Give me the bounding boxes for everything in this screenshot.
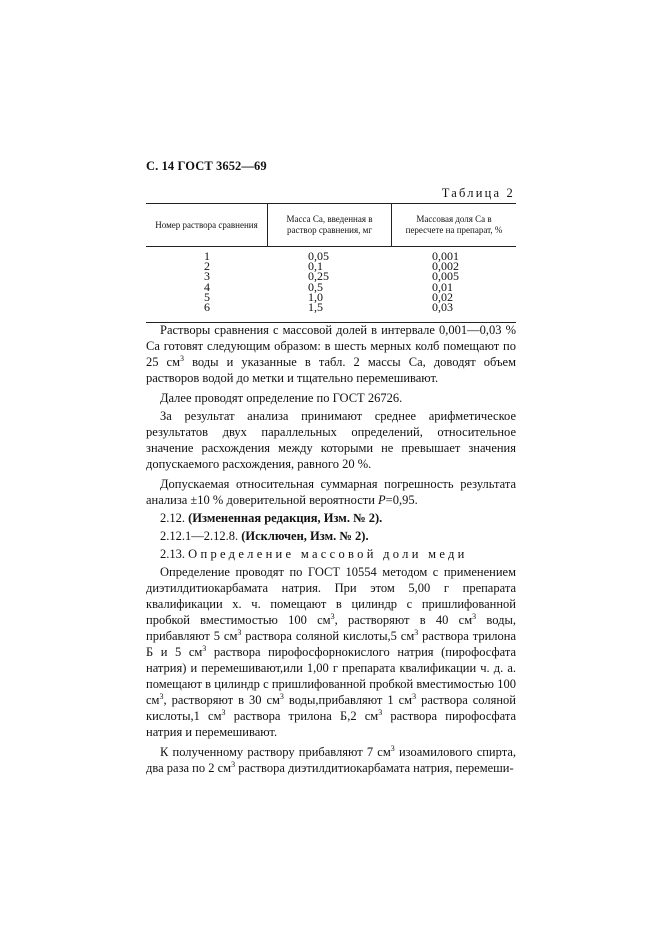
column-number (146, 251, 268, 312)
table-cell: 2 (204, 259, 210, 274)
section-heading-copper: 2.13. Определение массовой доли меди (160, 547, 468, 561)
table-cell: 6 (204, 299, 210, 314)
paragraph-error: Допускаемая относительная суммарная погрешность результата анализа ±10 % доверительной вероятности Р=0,95. (146, 477, 516, 507)
paragraph-copper-method: Определение проводят по ГОСТ 10554 методом с применением диэтилдитиокарбамата натрия. При этом 5,00 г препарата квалификации х. ч. помещают в цилиндр с пришлифованной пробкой вместимостью 100 $см^3$, растворяют в 40 $см^3$ воды, прибавляют 5 $см^3$ раствора соляной кислоты,5 $см^3$ раствора трилона Б и 5 $см^3$ раствора пирофосфорнокислого натрия (пирофосфата натрия) и перемешивают,или 1,00 г препарата квалификации ч. д. а. помещают в цилиндр с пришлифованной пробкой вместимостью 100 $см^3$, растворяют в 30 $см^3$ воды,прибавляют 1 $см^3$ раствора соляной кислоты,1 $см^3$ раствора трилона Б,2 $см^3$ раствора пирофосфата натрия и перемешивают. (146, 565, 517, 739)
paragraph-isoamyl: К полученному раствору прибавляют 7 $см^3$ изоамилового спирта, два раза по 2 $см^3$ раствора диэтилдитиокарбамата натрия, перемеши- (146, 743, 516, 775)
table-cell: 0,002 (432, 259, 459, 274)
page-header: С. 14 ГОСТ 3652—69 (146, 159, 267, 173)
column-mass (268, 251, 392, 312)
table-cell: 1,5 (308, 299, 323, 314)
table-cell: 5 (204, 289, 210, 304)
body-text (146, 322, 516, 780)
table-cell: 0,01 (432, 279, 453, 294)
table-cell: 0,001 (432, 249, 459, 263)
paragraph-reference-solutions: Растворы сравнения с массовой долей в интервале 0,001—0,03 % Са готовят следующим образом: в шесть мерных колб помещают по 25 $см^3$ воды и указанные в табл. 2 массы Са, доводят объем растворов водой до метки и тщательно перемешивают. (146, 323, 516, 385)
column-fraction (392, 251, 516, 312)
paragraph-analysis-result: За результат анализа принимают среднее арифметическое результатов двух параллельных определений, относительное значение расхождения между которыми не превышает значения допускаемого расхождения, равного 20 %. (146, 409, 516, 471)
column-header-mass: Масса Са, введенная в раствор сравнения, мг (268, 204, 392, 246)
table-header (146, 204, 516, 247)
table-cell: 0,1 (308, 259, 323, 274)
table-body (146, 247, 516, 322)
table-cell: 0,25 (308, 269, 329, 284)
table-cell: 1,0 (308, 289, 323, 304)
paragraph-gost-26726: Далее проводят определение по ГОСТ 26726. (160, 391, 403, 405)
paragraph-2-12: 2.12. (Измененная редакция, Изм. № 2). (160, 511, 383, 525)
table-cell: 0,5 (308, 279, 323, 294)
table-cell: 0,02 (432, 289, 453, 304)
table-cell: 0,005 (432, 269, 459, 284)
column-header-number: Номер раствора сравнения (146, 204, 268, 246)
table-cell: 3 (204, 269, 210, 284)
table-caption: Таблица 2 (441, 186, 515, 200)
table-cell: 0,03 (432, 299, 453, 314)
paragraph-2-12-1: 2.12.1—2.12.8. (Исключен, Изм. № 2). (160, 529, 369, 543)
table-cell: 4 (204, 279, 210, 294)
column-header-fraction: Массовая доля Са в пересчете на препарат, % (405, 214, 503, 235)
table-cell: 0,05 (308, 249, 329, 263)
table-cell: 1 (204, 249, 210, 263)
data-table (146, 203, 516, 323)
